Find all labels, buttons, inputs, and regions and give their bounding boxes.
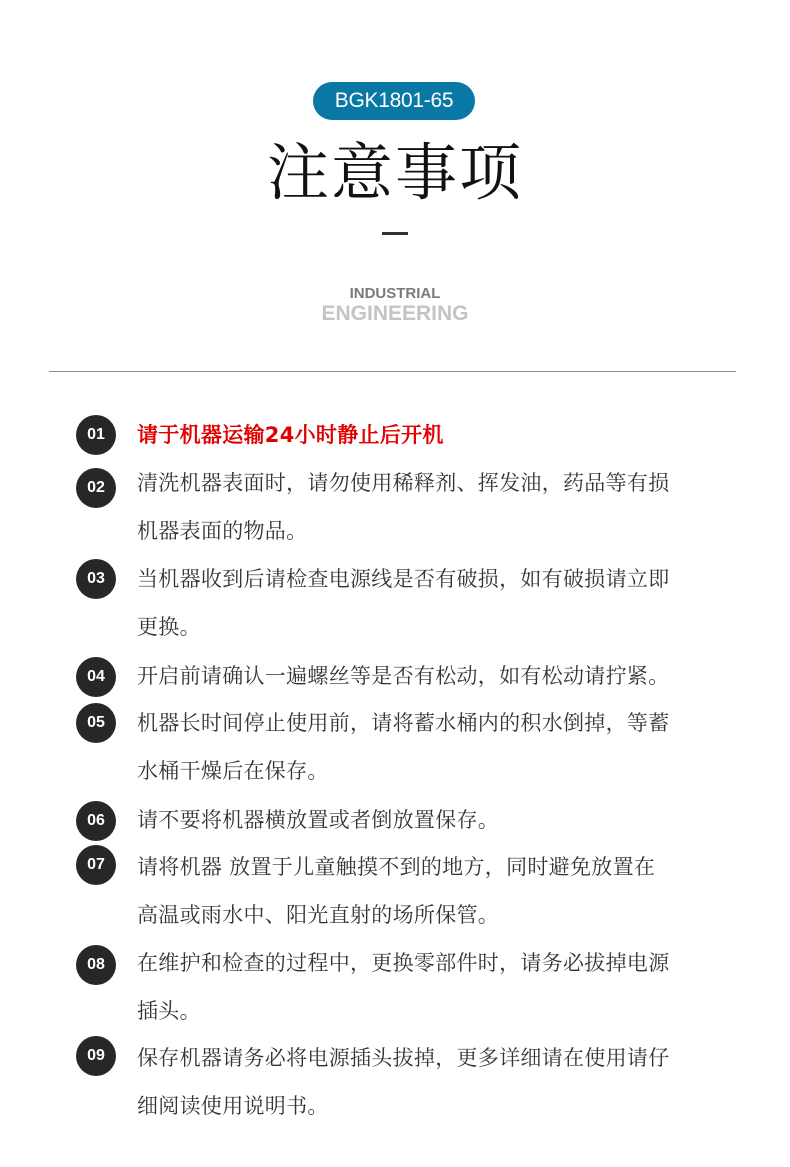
note-text-line: 在维护和检查的过程中，更换零部件时，请务必拔掉电源 [137,951,670,975]
note-text [137,843,742,939]
note-text-line: 插头。 [137,999,201,1023]
note-text [137,411,742,459]
note-text-line: 当机器收到后请检查电源线是否有破损，如有破损请立即 [137,567,670,591]
note-text-line: 保存机器请务必将电源插头拔掉，更多详细请在使用请仔 [137,1046,670,1070]
note-number-badge: 05 [76,703,116,743]
note-text-line: 请将机器 放置于儿童触摸不到的地方，同时避免放置在 [137,855,656,879]
note-number-badge: 09 [76,1036,116,1076]
note-text [137,939,742,1035]
note-number-badge: 03 [76,559,116,599]
note-text [137,796,742,844]
note-text [137,652,742,700]
model-badge: BGK1801-65 [313,82,475,120]
note-text-line: 请不要将机器横放置或者倒放置保存。 [137,808,500,832]
note-text [137,459,742,555]
note-number-badge: 02 [76,468,116,508]
note-text-line: 细阅读使用说明书。 [137,1094,329,1118]
note-text [137,1034,742,1130]
note-text-line: 高温或雨水中、阳光直射的场所保管。 [137,903,500,927]
note-text-line: 清洗机器表面时，请勿使用稀释剂、挥发油，药品等有损 [137,471,670,495]
note-number-badge: 07 [76,845,116,885]
note-text [137,555,742,651]
note-text [137,699,742,795]
note-number-badge: 06 [76,801,116,841]
subtitle-industrial: INDUSTRIAL [349,285,441,302]
note-text-line: 机器表面的物品。 [137,519,308,543]
note-number-badge: 08 [76,945,116,985]
note-text-line: 请于机器运输24小时静止后开机 [137,423,444,447]
note-number-badge: 01 [76,415,116,455]
page-title: 注意事项 [266,136,523,209]
note-text-line: 机器长时间停止使用前，请将蓄水桶内的积水倒掉，等蓄 [137,711,670,735]
subtitle-engineering: ENGINEERING [321,302,469,325]
note-text-line: 更换。 [137,615,201,639]
note-number-badge: 04 [76,657,116,697]
note-text-line: 水桶干燥后在保存。 [137,759,329,783]
note-text-line: 开启前请确认一遍螺丝等是否有松动，如有松动请拧紧。 [137,664,670,688]
